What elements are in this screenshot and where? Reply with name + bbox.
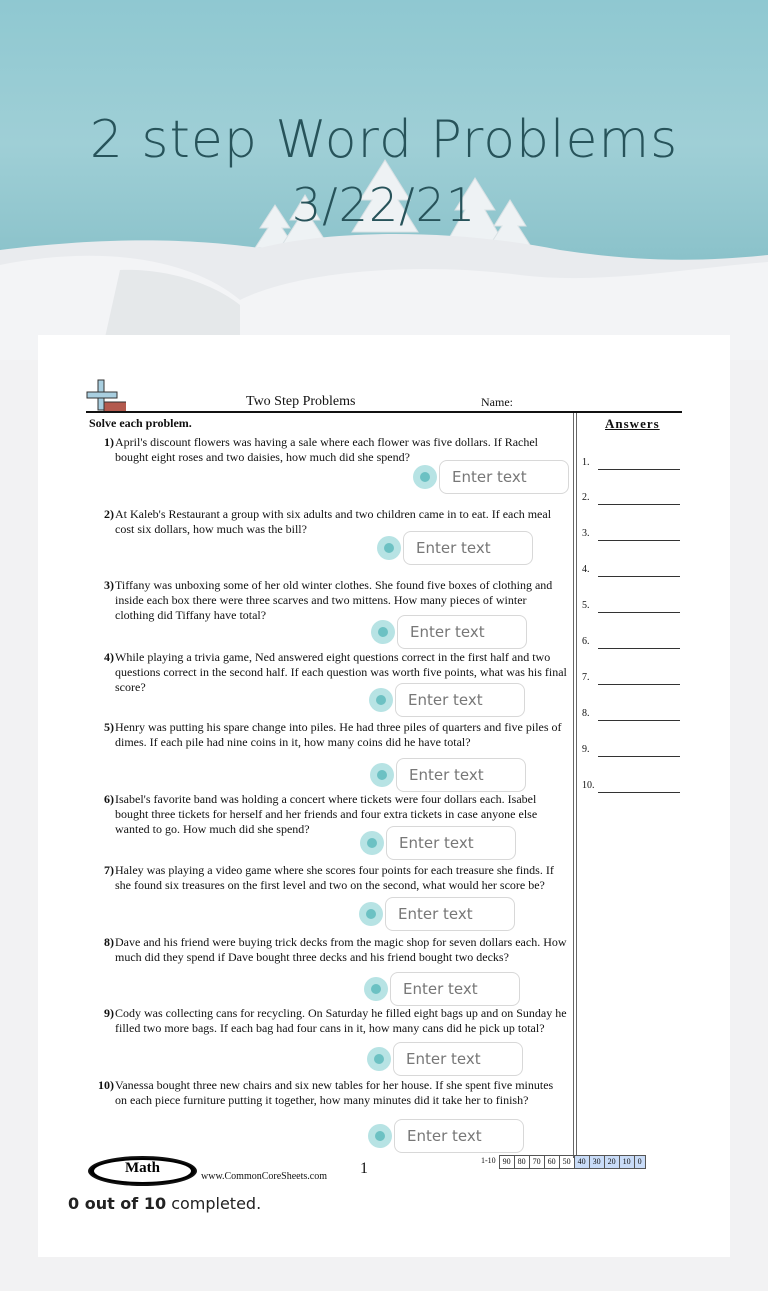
answer-input[interactable]	[385, 897, 515, 931]
page-date: 3/22/21	[291, 178, 477, 232]
question-text: Haley was playing a video game where she scores four points for each treasure she finds. If she found six treasures on the first level and two on the second, what would her score be?	[115, 863, 554, 892]
question-text: Tiffany was unboxing some of her old winter clothes. She found five boxes of clothing and inside each box there were three scarves and two mittens. How many pieces of winter clothing did Tiffany have total?	[115, 578, 553, 622]
answer-number: 1.	[582, 457, 590, 468]
answer-line	[598, 648, 680, 649]
score-cell: 30	[589, 1155, 605, 1169]
question-text: Cody was collecting cans for recycling. On Saturday he filled eight bags up and on Sunday he filled two more bags. If each bag had four cans in it, how many cans did he pick up total?	[115, 1006, 567, 1035]
score-cell: 70	[529, 1155, 545, 1169]
completion-count: 0 out of 10	[68, 1194, 167, 1213]
plus-logo-icon	[86, 378, 126, 414]
page-title: 2 step Word Problems	[89, 110, 679, 170]
question-number: 5)	[104, 720, 114, 734]
answer-number: 10.	[582, 780, 595, 791]
answer-input[interactable]	[393, 1042, 523, 1076]
field-marker-icon	[377, 536, 401, 560]
field-marker-icon	[368, 1124, 392, 1148]
completion-suffix: completed.	[171, 1194, 262, 1213]
answer-line	[598, 576, 680, 577]
score-cell: 20	[604, 1155, 620, 1169]
question-text: April's discount flowers was having a sale where each flower was five dollars. If Rachel bought eight roses and two daisies, how much did she spend?	[115, 435, 539, 464]
question-text: While playing a trivia game, Ned answered eight questions correct in the first half and two questions correct in the second half. If each question was worth five points, what was his final score?	[115, 650, 567, 694]
answer-input[interactable]	[394, 1119, 524, 1153]
score-cell: 40	[574, 1155, 590, 1169]
answer-input[interactable]	[396, 758, 526, 792]
answer-number: 6.	[582, 636, 590, 647]
question-number: 8)	[104, 935, 114, 949]
question-text: Isabel's favorite band was holding a concert where tickets were four dollars each. Isabel bought three tickets for herself and her friends and four extra tickets in case anyone else wanted to go. How much did she spend?	[115, 792, 538, 836]
answers-heading: Answers	[605, 416, 660, 431]
score-cell: 1-10	[481, 1156, 496, 1165]
worksheet	[86, 378, 682, 1183]
worksheet-title: Two Step Problems	[246, 394, 356, 409]
answer-number: 3.	[582, 528, 590, 539]
answer-input[interactable]	[439, 460, 569, 494]
answer-number: 9.	[582, 744, 590, 755]
answer-number: 2.	[582, 492, 590, 503]
question-number: 2)	[104, 507, 114, 521]
answer-input[interactable]	[397, 615, 527, 649]
question-text: Dave and his friend were buying trick decks from the magic shop for seven dollars each. How much did they spend if Dave bought three decks and his friend bought two decks?	[115, 935, 567, 964]
answer-line	[598, 792, 680, 793]
score-cell: 90	[499, 1155, 515, 1169]
score-cell: 60	[544, 1155, 560, 1169]
instruction: Solve each problem.	[89, 416, 192, 430]
score-cell: 10	[619, 1155, 635, 1169]
answer-line	[598, 684, 680, 685]
question-text: Vanessa bought three new chairs and six new tables for her house. If she spent five minutes on each piece furniture putting it together, how many minutes did it take her to finish?	[115, 1078, 554, 1107]
answer-line	[598, 756, 680, 757]
answer-number: 4.	[582, 564, 590, 575]
answers-divider	[573, 413, 577, 1158]
question-text: Henry was putting his spare change into piles. He had three piles of quarters and five piles of dimes. If each pile had nine coins in it, how many coins did he have total?	[115, 720, 562, 749]
field-marker-icon	[359, 902, 383, 926]
answer-line	[598, 612, 680, 613]
answer-number: 7.	[582, 672, 590, 683]
field-marker-icon	[369, 688, 393, 712]
name-label: Name:	[481, 395, 513, 409]
field-marker-icon	[413, 465, 437, 489]
question-number: 3)	[104, 578, 114, 592]
page-number: 1	[360, 1160, 368, 1177]
answer-input[interactable]	[395, 683, 525, 717]
question-number: 1)	[104, 435, 114, 449]
question-number: 7)	[104, 863, 114, 877]
question-number: 9)	[104, 1006, 114, 1020]
answer-line	[598, 540, 680, 541]
header-rule	[86, 411, 682, 413]
answer-line	[598, 720, 680, 721]
question-number: 10)	[98, 1078, 114, 1092]
score-cell: 50	[559, 1155, 575, 1169]
field-marker-icon	[364, 977, 388, 1001]
answer-line	[598, 504, 680, 505]
answer-input[interactable]	[403, 531, 533, 565]
field-marker-icon	[371, 620, 395, 644]
header-banner	[0, 0, 768, 360]
question-text: At Kaleb's Restaurant a group with six adults and two children came in to eat. If each meal cost six dollars, how much was the bill?	[115, 507, 552, 536]
answer-input[interactable]	[390, 972, 520, 1006]
score-cell: 80	[514, 1155, 530, 1169]
answer-input[interactable]	[386, 826, 516, 860]
field-marker-icon	[370, 763, 394, 787]
score-cell: 0	[634, 1155, 646, 1169]
answer-number: 8.	[582, 708, 590, 719]
field-marker-icon	[367, 1047, 391, 1071]
subject-badge: Math	[88, 1156, 197, 1186]
question-number: 4)	[104, 650, 114, 664]
score-table	[479, 1155, 646, 1169]
question-number: 6)	[104, 792, 114, 806]
site-url: www.CommonCoreSheets.com	[201, 1171, 328, 1182]
answer-number: 5.	[582, 600, 590, 611]
completion-status	[68, 1194, 261, 1213]
answer-line	[598, 469, 680, 470]
field-marker-icon	[360, 831, 384, 855]
